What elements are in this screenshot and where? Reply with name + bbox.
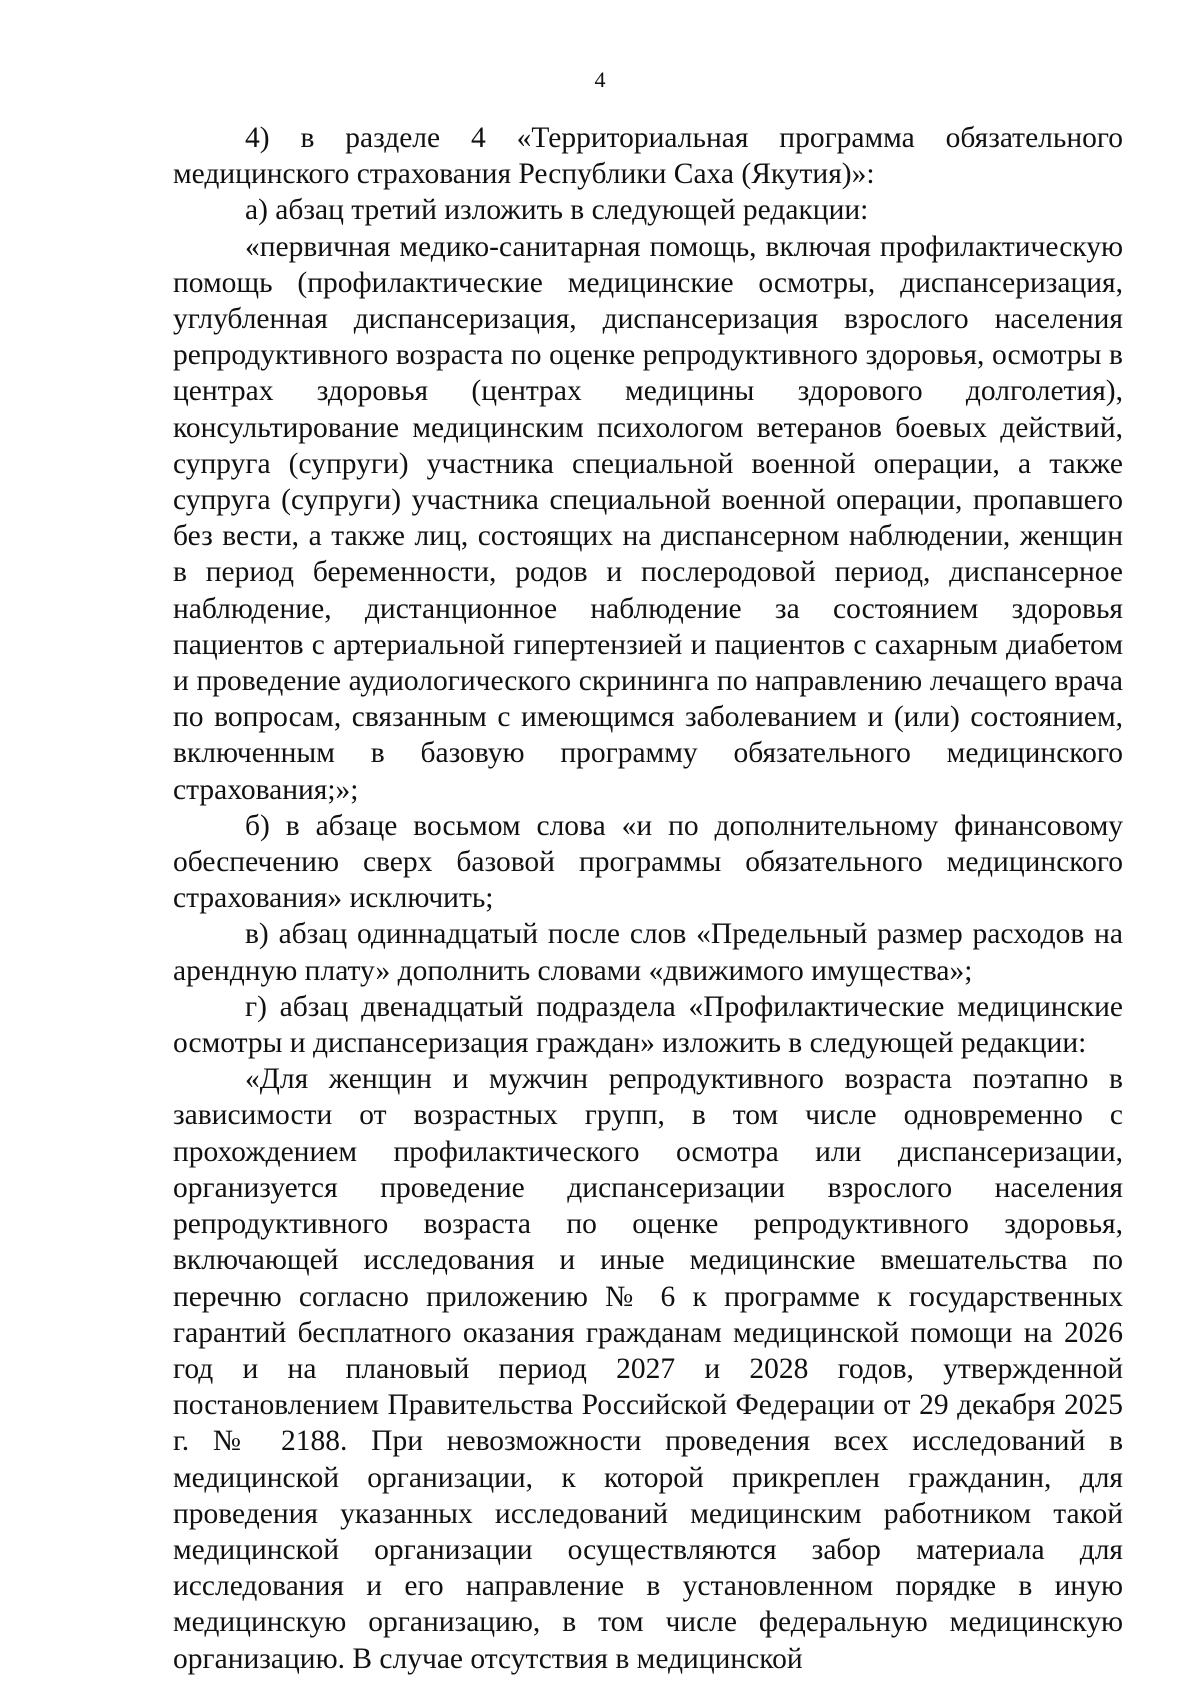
paragraph-item-b: б) в абзаце восьмом слова «и по дополнительному финансовому обеспечению сверх базовой программы обязательного медицинского страхования» исключить; — [173, 809, 1123, 915]
paragraph-item-v: в) абзац одиннадцатый после слов «Предельный размер расходов на арендную плату» дополнить словами «движимого имущества»; — [173, 918, 1123, 987]
paragraph-item-a-text: «первичная медико-санитарная помощь, включая профилактическую помощь (профилактические медицинские осмотры, диспансеризация, углубленная диспансеризация, диспансеризация взрослого населения репродуктивного возраста по оценке репродуктивного здоровья, осмотры в центрах здоровья (центрах медицины здорового долголетия), консультирование медицинским психологом ветеранов боевых действий, супруга (супруги) участника специальной военной операции, а также супруга (супруги) участника специальной военной операции, пропавшего без вести, а также лиц, состоящих на диспансерном наблюдении, женщин в период беременности, родов и послеродовой период, диспансерное наблюдение, дистанционное наблюдение за состоянием здоровья пациентов с артериальной гипертензией и пациентов с сахарным диабетом и проведение аудиологического скрининга по направлению лечащего врача по вопросам, связанным с имеющимся заболеванием и (или) состоянием, включенным в базовую программу обязательного медицинского страхования;»; — [173, 230, 1123, 806]
paragraph-item-g-text: «Для женщин и мужчин репродуктивного возраста поэтапно в зависимости от возрастных групп, в том числе одновременно с прохождением профилактического осмотра или диспансеризации, организуется проведение диспансеризации взрослого населения репродуктивного возраста по оценке репродуктивного здоровья, включающей исследования и иные медицинские вмешательства по перечню согласно приложению № 6 к программе к государственных гарантий бесплатного оказания гражданам медицинской помощи на 2026 год и на плановый период 2027 и 2028 годов, утвержденной постановлением Правительства Российской Федерации от 29 декабря 2025 г. № 2188. При невозможности проведения всех исследований в медицинской организации, к которой прикреплен гражданин, для проведения указанных исследований медицинским работником такой медицинской организации осуществляются забор материала для исследования и его направление в установленном порядке в иную медицинскую организацию, в том числе федеральную медицинскую организацию. В случае отсутствия в медицинской — [173, 1063, 1123, 1675]
paragraph-item-g: г) абзац двенадцатый подраздела «Профилактические медицинские осмотры и диспансеризация граждан» изложить в следующей редакции: — [173, 990, 1123, 1060]
page-number: 4 — [594, 67, 606, 92]
paragraph-item-a: а) абзац третий изложить в следующей редакции: — [245, 194, 869, 227]
paragraph-section-4-heading: 4) в разделе 4 «Территориальная программа обязательного медицинского страхования Республики Саха (Якутия)»: — [173, 122, 1123, 191]
document-body — [173, 120, 1123, 1677]
